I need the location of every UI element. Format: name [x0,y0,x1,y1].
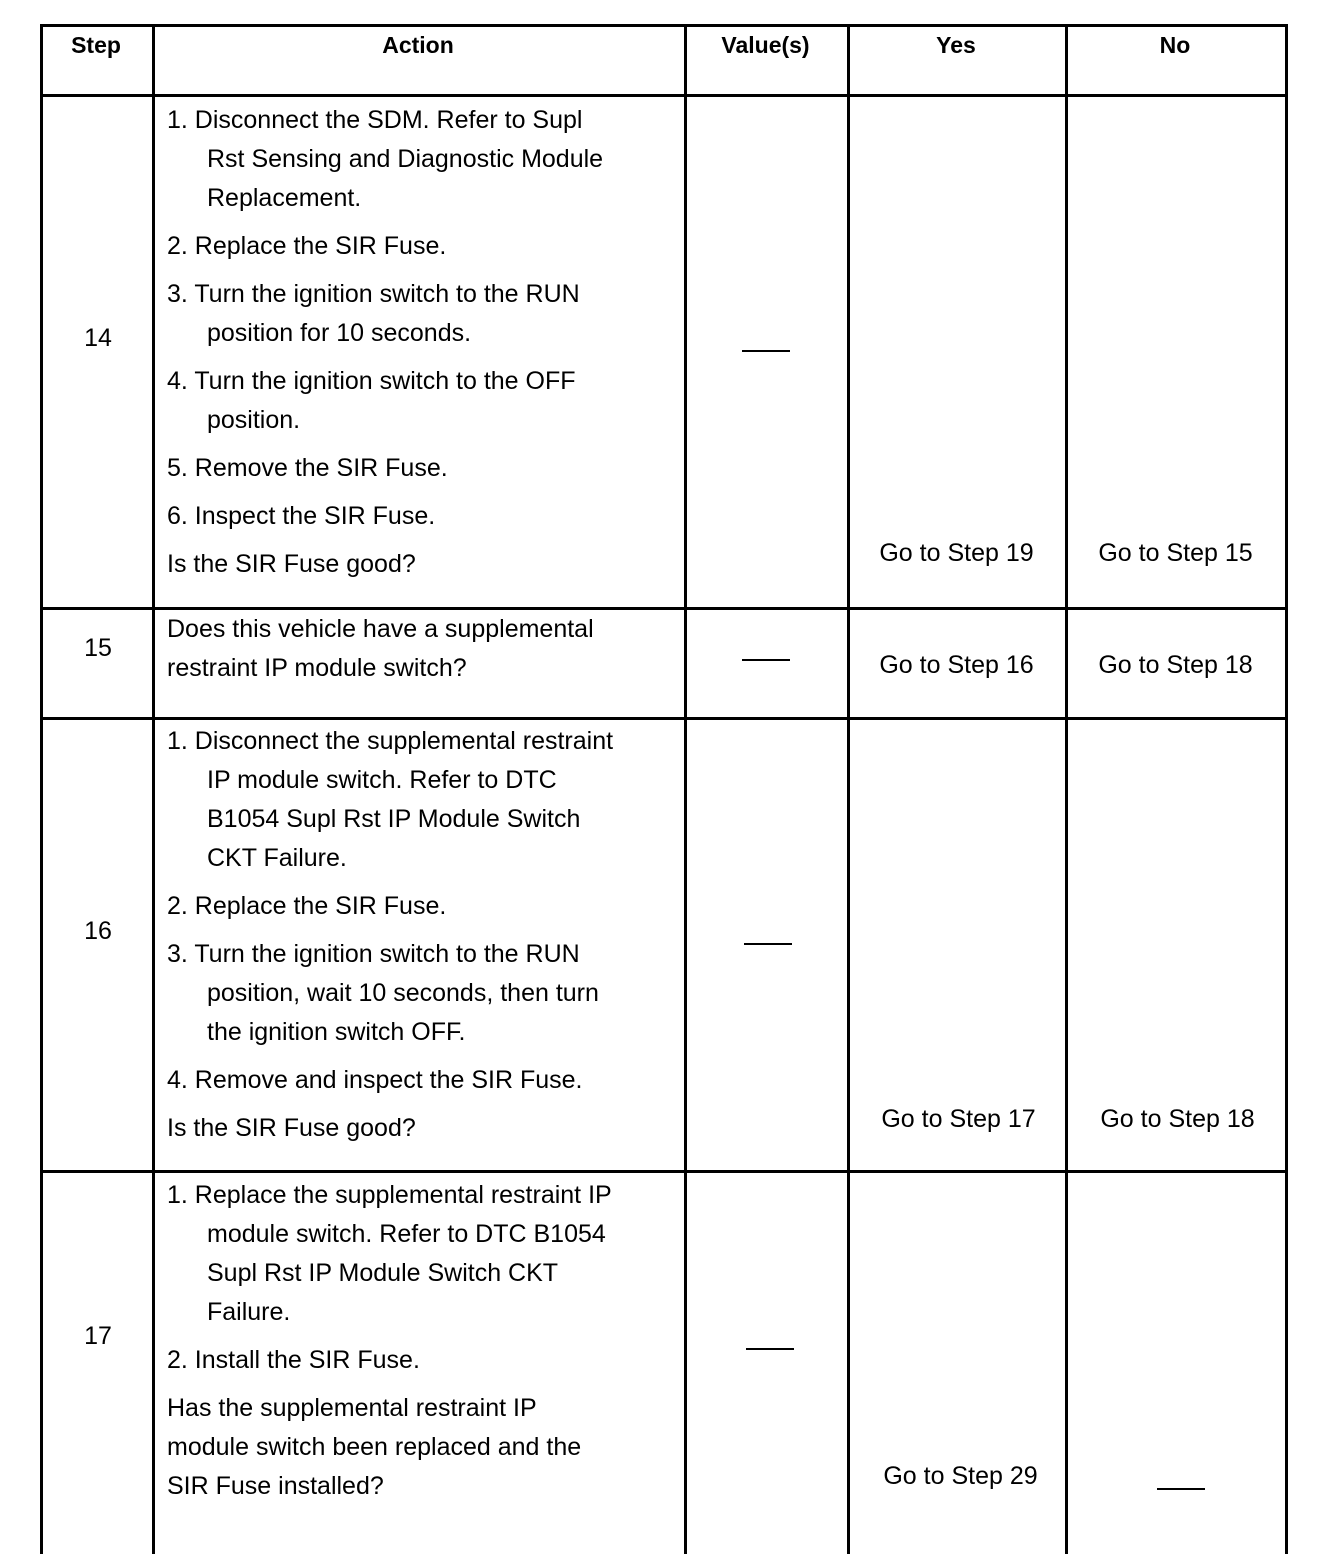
header-step: Step [71,32,121,58]
action-question: module switch been replaced and the [167,1433,582,1461]
action-line: Supl Rst IP Module Switch CKT [207,1259,559,1287]
header-yes: Yes [936,32,976,58]
action-step-item [167,1341,687,1380]
action-step-item [167,722,687,878]
column-divider [1065,24,1068,1554]
action-line: 3. Turn the ignition switch to the RUN [167,280,580,308]
action-step-item [167,449,687,488]
action-line: 2. Replace the SIR Fuse. [167,232,447,260]
diagnostic-table [40,24,1288,1554]
action-step-item [167,275,687,353]
action-question: Is the SIR Fuse good? [167,1114,416,1142]
action-step-item [167,887,687,926]
action-cell [167,101,687,584]
action-line: 1. Disconnect the SDM. Refer to Supl [167,106,583,134]
action-line: 3. Turn the ignition switch to the RUN [167,940,580,968]
step-number: 16 [84,917,112,945]
no-result: Go to Step 18 [1100,1105,1255,1133]
yes-result: Go to Step 29 [883,1462,1038,1490]
header-no: No [1159,32,1191,58]
table-border-left [40,24,43,1554]
header-divider [40,94,1288,97]
column-divider [847,24,850,1554]
action-step-item [167,1061,687,1100]
column-divider [152,24,155,1554]
action-line: position. [207,406,301,434]
action-line: IP module switch. Refer to DTC [207,766,557,794]
action-line: Failure. [207,1298,291,1326]
action-line: 1. Disconnect the supplemental restraint [167,727,614,755]
action-question: restraint IP module switch? [167,654,467,682]
yes-result: Go to Step 19 [879,539,1034,567]
action-cell [167,1176,687,1506]
action-question: Is the SIR Fuse good? [167,550,416,578]
no-result-dash [1157,1488,1205,1490]
yes-result: Go to Step 16 [879,651,1034,679]
action-step-item [167,101,687,218]
action-cell [167,722,687,1148]
value-dash [742,659,790,661]
action-line: 4. Turn the ignition switch to the OFF [167,367,576,395]
action-line: B1054 Supl Rst IP Module Switch [207,805,581,833]
header-action: Action [382,32,454,58]
action-line: 2. Replace the SIR Fuse. [167,892,447,920]
no-result: Go to Step 15 [1098,539,1253,567]
action-cell [167,610,687,688]
action-line: the ignition switch OFF. [207,1018,466,1046]
step-number: 14 [84,324,112,352]
value-dash [746,1348,794,1350]
action-line: CKT Failure. [207,844,347,872]
action-line: 2. Install the SIR Fuse. [167,1346,420,1374]
value-dash [742,350,790,352]
action-line: 4. Remove and inspect the SIR Fuse. [167,1066,583,1094]
action-line: 6. Inspect the SIR Fuse. [167,502,436,530]
value-dash [744,943,792,945]
action-question: SIR Fuse installed? [167,1472,384,1500]
row-divider [40,717,1288,720]
action-line: Rst Sensing and Diagnostic Module [207,145,604,173]
header-values: Value(s) [721,32,810,58]
action-question: Has the supplemental restraint IP [167,1394,537,1422]
action-step-item [167,1176,687,1332]
action-step-item [167,935,687,1052]
action-line: Replacement. [207,184,362,212]
action-question: Does this vehicle have a supplemental [167,615,594,643]
step-number: 15 [84,634,112,662]
action-step-item [167,227,687,266]
step-number: 17 [84,1322,112,1350]
action-step-item [167,497,687,536]
action-line: module switch. Refer to DTC B1054 [207,1220,606,1248]
action-line: 5. Remove the SIR Fuse. [167,454,448,482]
row-divider [40,1170,1288,1173]
action-line: 1. Replace the supplemental restraint IP [167,1181,612,1209]
no-result: Go to Step 18 [1098,651,1253,679]
action-step-item [167,362,687,440]
action-line: position, wait 10 seconds, then turn [207,979,599,1007]
yes-result: Go to Step 17 [881,1105,1036,1133]
action-line: position for 10 seconds. [207,319,472,347]
table-border-right [1285,24,1288,1554]
